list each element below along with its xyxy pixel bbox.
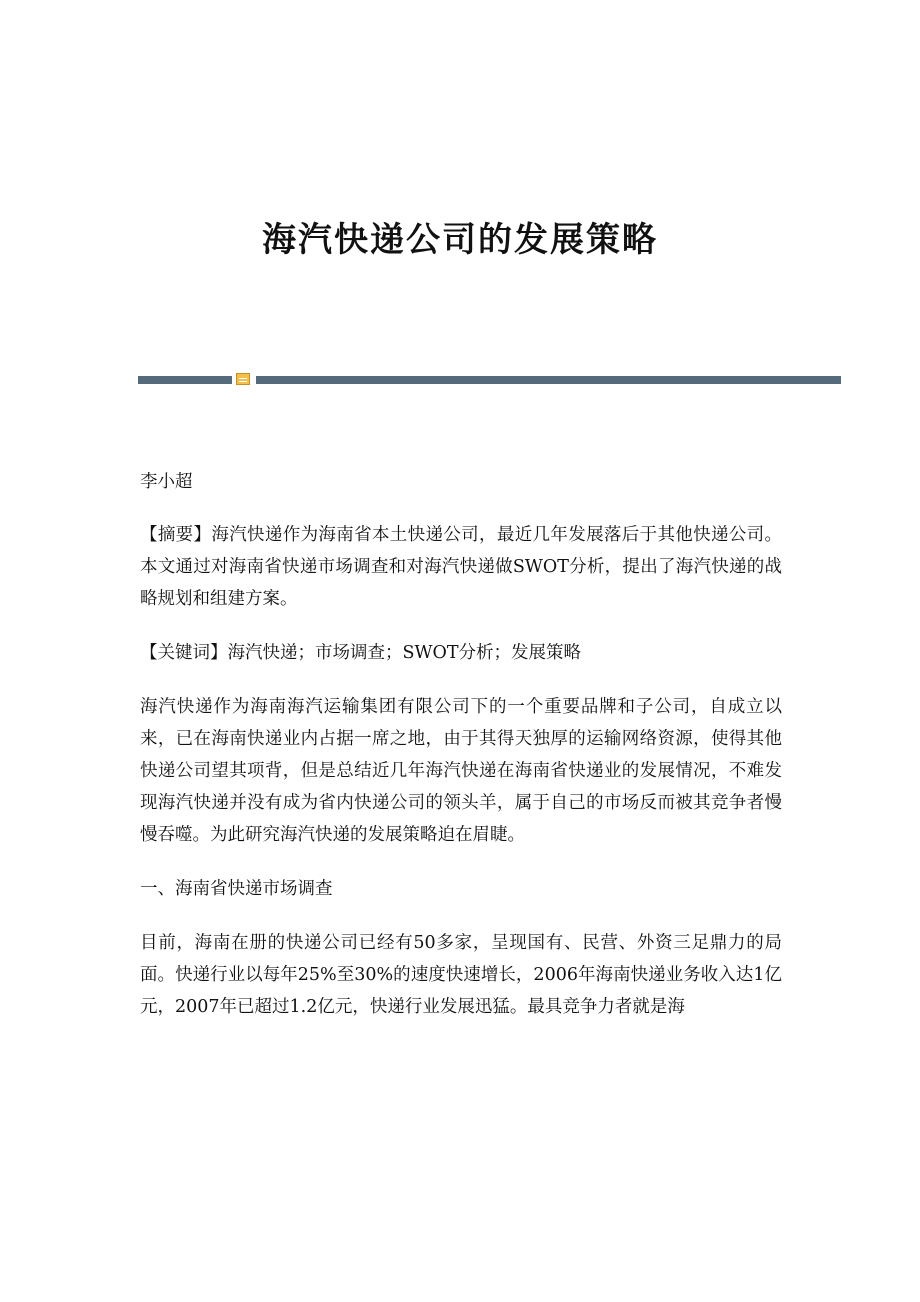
document-icon xyxy=(236,373,250,385)
section-heading: 一、海南省快递市场调查 xyxy=(140,879,333,899)
divider-bar-left xyxy=(138,376,232,384)
divider-bar-right xyxy=(256,376,841,384)
document-body xyxy=(140,466,782,1045)
author-name: 李小超 xyxy=(140,472,193,492)
abstract-paragraph: 【摘要】海汽快递作为海南省本土快递公司，最近几年发展落后于其他快递公司。本文通过对海南省快递市场调查和对海汽快递做SWOT分析，提出了海汽快递的战略规划和组建方案。 xyxy=(140,525,782,609)
intro-paragraph: 海汽快递作为海南海汽运输集团有限公司下的一个重要品牌和子公司，自成立以来，已在海南快递业内占据一席之地，由于其得天独厚的运输网络资源，使得其他快递公司望其项背，但是总结近几年海汽快递在海南省快递业的发展情况，不难发现海汽快递并没有成为省内快递公司的领头羊，属于自己的市场反而被其竞争者慢慢吞噬。为此研究海汽快递的发展策略迫在眉睫。 xyxy=(140,697,782,845)
keywords-paragraph: 【关键词】海汽快递；市场调查；SWOT分析；发展策略 xyxy=(140,643,581,663)
document-title: 海汽快递公司的发展策略 xyxy=(262,220,658,260)
title-divider xyxy=(138,372,841,388)
section-paragraph: 目前，海南在册的快递公司已经有50多家，呈现国有、民营、外资三足鼎力的局面。快递行业以每年25%至30%的速度快速增长，2006年海南快递业务收入达1亿元，2007年已超过1.2亿元，快递行业发展迅猛。最具竞争力者就是海 xyxy=(140,933,782,1017)
